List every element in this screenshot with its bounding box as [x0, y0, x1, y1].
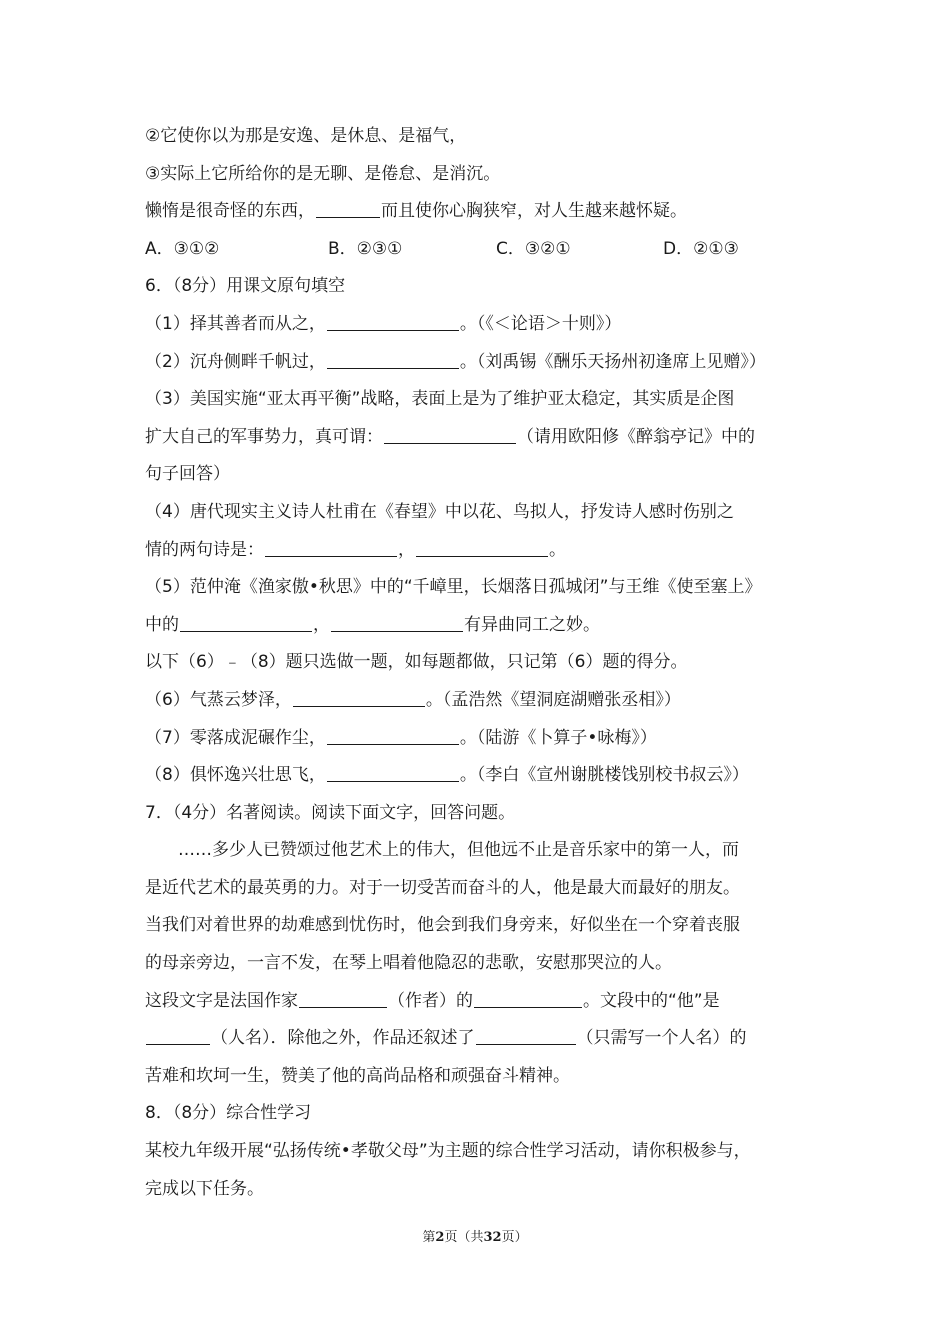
- q5-stem-before: 懒惰是很奇怪的东西，: [145, 201, 315, 222]
- page-footer: [0, 1226, 950, 1245]
- q6-sub-5-line-2: [145, 607, 810, 645]
- q6-sub-4-period: 。: [549, 539, 566, 560]
- q6-sub-1: [145, 306, 810, 344]
- q6-sub-3-note: （请用欧阳修《醉翁亭记》中的: [517, 426, 755, 447]
- q6-sub-8: [145, 757, 810, 795]
- q7-question-line-2: [145, 1020, 810, 1058]
- q5-option-b[interactable]: B．②③①: [328, 238, 403, 259]
- q6-sub-3-line-1: （3）美国实施“亚太再平衡”战略，表面上是为了维护亚太稳定，其实质是企图: [145, 389, 735, 410]
- q7-other-person-blank[interactable]: [476, 1027, 576, 1045]
- q6-sub-1-prompt: （1）择其善者而从之，: [145, 313, 326, 334]
- q6-sub-8-blank[interactable]: [327, 764, 459, 782]
- q5-stem: [145, 193, 810, 231]
- q8-intro-line-2: 完成以下任务。: [145, 1178, 264, 1199]
- q6-sub-4-prompt: 情的两句诗是：: [145, 539, 264, 560]
- q6-sub-5-comma: ，: [313, 614, 330, 635]
- q7-passage-line-1: ……多少人已赞颂过他艺术上的伟大，但他远不止是音乐家中的第一人，而: [178, 840, 739, 861]
- q6-sub-5-prompt: 中的: [145, 614, 179, 635]
- footer-post: 页）: [501, 1230, 528, 1245]
- q6-sub-6-prompt: （6）气蒸云梦泽，: [145, 689, 292, 710]
- q6-title: 6．（8分）用课文原句填空: [145, 276, 346, 297]
- q6-sub-3-line-3: 句子回答）: [145, 464, 230, 485]
- q7-q-work-prompt: （作者）的: [388, 990, 473, 1011]
- q6-sub-2-blank[interactable]: [327, 351, 459, 369]
- q6-sub-1-blank[interactable]: [327, 313, 459, 331]
- q7-person-blank[interactable]: [146, 1027, 210, 1045]
- q5-option-d[interactable]: D．②①③: [663, 238, 739, 259]
- q6-sub-1-source: 。（《＜论语＞十则》）: [459, 313, 622, 334]
- q7-passage-line-3: 当我们对着世界的劫难感到忧伤时，他会到我们身旁来，好似坐在一个穿着丧服: [145, 915, 740, 936]
- q6-sub-8-source: 。（李白《宣州谢朓楼饯别校书叔云》）: [459, 765, 749, 786]
- footer-total-pages: 32: [483, 1230, 502, 1245]
- q6-sub-7: [145, 720, 810, 758]
- q6-sub-5-blank-1[interactable]: [180, 614, 312, 632]
- q8-intro-line-1: 某校九年级开展“弘扬传统•孝敬父母”为主题的综合性学习活动，请你积极参与，: [145, 1141, 751, 1162]
- q6-sub-8-prompt: （8）俱怀逸兴壮思飞，: [145, 765, 326, 786]
- q7-q-other-prompt: （人名）．除他之外，作品还叙述了: [211, 1028, 475, 1049]
- q7-q-author-prompt: 这段文字是法国作家: [145, 990, 298, 1011]
- q6-sub-3-line-2: [145, 419, 810, 457]
- q5-option-a[interactable]: A．③①②: [145, 238, 220, 259]
- q6-sub-3-prompt: 扩大自己的军事势力，真可谓：: [145, 426, 383, 447]
- q5-options: [145, 231, 810, 269]
- q6-sub-7-prompt: （7）零落成泥碾作尘，: [145, 727, 326, 748]
- footer-page-number: 2: [435, 1230, 445, 1245]
- q5-answer-blank[interactable]: [316, 200, 380, 218]
- q6-choice-note: 以下（6）﹣（8）题只选做一题，如每题都做，只记第（6）题的得分。: [145, 652, 688, 673]
- q7-passage-line-4: 的母亲旁边，一言不发，在琴上唱着他隐忍的悲歌，安慰那哭泣的人。: [145, 953, 672, 974]
- q5-stem-after: 而且使你心胸狭窄，对人生越来越怀疑。: [381, 201, 687, 222]
- q6-sub-4-line-2: [145, 532, 810, 570]
- footer-mid: 页（共: [444, 1230, 484, 1245]
- q6-sub-4-blank-1[interactable]: [265, 539, 397, 557]
- q5-item-2: ②它使你以为那是安逸、是休息、是福气，: [145, 126, 467, 146]
- q6-sub-4-line-1: （4）唐代现实主义诗人杜甫在《春望》中以花、鸟拟人，抒发诗人感时伤别之: [145, 501, 734, 522]
- q6-sub-3-blank[interactable]: [384, 426, 516, 444]
- q7-q-other-note: （只需写一个人名）的: [576, 1028, 747, 1049]
- q5-item-3: ③实际上它所给你的是无聊、是倦怠、是消沉。: [145, 163, 501, 184]
- q7-author-blank[interactable]: [299, 990, 387, 1008]
- q7-passage-line-2: 是近代艺术的最英勇的力。对于一切受苦而奋斗的人，他是最大而最好的朋友。: [145, 877, 740, 898]
- q6-sub-4-comma: ，: [398, 539, 415, 560]
- q6-sub-6: [145, 682, 810, 720]
- q7-title: 7．（4分）名著阅读。阅读下面文字，回答问题。: [145, 802, 516, 823]
- footer-pre: 第: [422, 1230, 436, 1245]
- q6-sub-4-blank-2[interactable]: [416, 539, 548, 557]
- q6-sub-6-source: 。（孟浩然《望洞庭湖赠张丞相》）: [425, 689, 681, 710]
- q8-title: 8．（8分）综合性学习: [145, 1103, 312, 1124]
- q6-sub-6-blank[interactable]: [293, 689, 425, 707]
- q6-sub-2: [145, 344, 810, 382]
- q7-q-he-prompt: 。文段中的“他”是: [583, 990, 720, 1011]
- q6-sub-7-blank[interactable]: [327, 727, 459, 745]
- exam-page-content: [145, 118, 810, 1208]
- q5-option-c[interactable]: C．③②①: [496, 238, 571, 259]
- q7-question-line-1: [145, 983, 810, 1021]
- q6-sub-7-source: 。（陆游《卜算子•咏梅》）: [459, 727, 657, 748]
- q6-sub-2-source: 。（刘禹锡《酬乐天扬州初逢席上见赠》）: [459, 351, 766, 372]
- q6-sub-5-line-1: （5）范仲淹《渔家傲•秋思》中的“千嶂里，长烟落日孤城闭”与王维《使至塞上》: [145, 577, 762, 598]
- q6-sub-2-prompt: （2）沉舟侧畔千帆过，: [145, 351, 326, 372]
- q6-sub-5-blank-2[interactable]: [331, 614, 463, 632]
- q7-question-line-3: 苦难和坎坷一生，赞美了他的高尚品格和顽强奋斗精神。: [145, 1065, 570, 1086]
- q7-work-blank[interactable]: [474, 990, 582, 1008]
- q6-sub-5-tail: 有异曲同工之妙。: [464, 614, 600, 635]
